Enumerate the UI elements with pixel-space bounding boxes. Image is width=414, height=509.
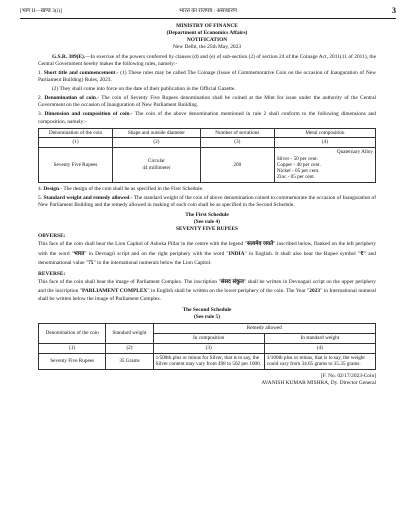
cell-denomination: Seventy Five Rupees [39,148,113,182]
header-denomination: Denomination of the coin [39,324,106,344]
table-number-row [39,138,376,148]
obverse-bharat: भारत [73,250,85,257]
reverse-text: " shall be written in Devnagari script on the upper periphery and the inscription " [38,278,376,294]
col-number: (2) [113,138,201,148]
rule-1 [38,70,376,84]
weight-remedy-table [38,323,376,370]
second-schedule-see-rule: (See rule 5) [193,313,221,320]
col-number: (1) [39,138,113,148]
reverse-text: " in English shall be written on the lower periphery of the coin. The Year " [147,287,310,294]
file-number: [F. No. 02/17/2023-Coin] [321,373,376,380]
department-name: (Department of Economics Affairs) [166,30,248,37]
table-header-row [39,128,376,138]
reverse-year: 2023 [309,287,321,294]
col-number: (2) [106,343,153,353]
rule-number: 1. [38,69,43,76]
header-in-standard-weight: In standard weight [264,333,375,343]
obverse-description [38,240,376,268]
obverse-text: " and denominational value " [38,250,376,267]
cell-composition-remedy: 1/500th plus or minus for Silver, that is to say, the Silver content may vary from 498 to 502 per 1000. [153,353,264,370]
col-number: (4) [264,343,375,353]
reverse-hindi: संसद संकुल [220,278,244,285]
rule-heading: Design [43,185,59,192]
reverse-description [38,278,376,304]
col-number: (3) [200,138,274,148]
table-row [39,353,376,370]
col-number: (4) [274,138,375,148]
table-header-row [39,324,376,334]
first-schedule-see-rule: (See rule 4) [193,219,221,226]
cell-composition [274,148,375,182]
place-date: New Delhi, the 25th May, 2023 [172,44,242,51]
gazette-header [20,6,396,18]
rule-1-sub-2: (2) They shall come into force on the date of their publication in the Official Gazette. [52,86,236,92]
gsr-number: G.S.R. 389(E). [52,53,86,60]
cell-denomination: Seventy Five Rupees [39,353,106,370]
rule-number: 5. [38,194,43,201]
cell-weight-remedy: 1/100th plus or minus, that is to say, the weight could vary from 34.65 grams to 35.35 grams. [264,353,375,370]
notification-body [38,23,376,388]
composition-nickel: Nickel - 05 per cent. [276,168,320,175]
col-number: (3) [153,343,264,353]
notification-title: NOTIFICATION [186,37,228,44]
rule-4 [38,186,376,193]
cell-diameter: 44 millimeter [142,164,171,171]
rule-heading: Dimension and composition of coin [44,111,130,118]
obverse-text: " inscribed below, flanked on the left periphery with the word " [38,241,376,257]
rule-text: .- The coin of Seventy Five Rupees denomination shall be coined at the Mint for issue under the authority of the Central Government on the occasion of Inauguration of New Parliament Building. [38,95,376,109]
obverse-text: " in Devnagri script and on the right periphery with the word " [84,250,229,257]
cell-shape-diameter [113,148,201,182]
obverse-value: 75 [88,260,94,267]
rule-text: .- The design of the coin shall be as specified in the First Schedule. [58,185,204,192]
cell-shape: Circular [147,158,165,165]
header-denomination: Denomination of the coin [39,128,113,138]
header-in-composition: In composition [153,333,264,343]
rule-heading: Standard weight and remedy allowed [43,194,130,201]
rule-3 [38,111,376,125]
dimension-composition-table [38,128,376,183]
signatory: AVANISH KUMAR MISHRA, Dy. Director General [261,380,376,387]
reverse-text: " in International numeral shall be written below the image of Parliament Complex. [38,287,377,303]
header-serrations: Number of serrations [200,128,274,138]
composition-zinc: Zinc - 05 per cent. [276,174,316,181]
rule-number: 2. [38,95,43,102]
reverse-heading: REVERSE: [38,270,66,277]
rule-heading: Denomination of coin [44,95,96,102]
table-number-row [39,343,376,353]
obverse-heading: OBVERSE: [38,233,66,240]
obverse-text: This face of the coin shall bear the Lion Capitol of Ashoka Pillar in the centre with the legend " [38,241,247,248]
rupee-symbol: ₹ [360,250,364,257]
composition-copper: Copper - 40 per cent. [276,161,321,168]
intro-paragraph [38,54,376,68]
rule-number: 3. [38,111,43,118]
second-schedule-title: The Second Schedule [182,306,232,313]
rule-text: .- The coin of the above denomination mentioned in rule 2 shall conform to the following dimensions and composition, namely:- [38,111,376,125]
header-shape: Shape and outside diameter [113,128,201,138]
reverse-text: This face of the coin shall bear the image of Parliament Complex. The inscription " [38,278,221,285]
rule-text: .- (1) These rules may be called The Coinage (Issue of Commemorative Coin on the occasion of Inauguration of New Parliament Building) Rules, 2023. [38,69,376,83]
intro-text: —In exercise of the powers conferred by clauses (d) and (e) of sub-section (2) of section 24 of the Coinage Act, 2011(11 of 2011), the Central Government hereby makes the following rules, namely:- [38,53,376,67]
first-schedule-title: The First Schedule [185,211,229,218]
rule-2 [38,95,376,109]
cell-serrations: 200 [200,148,274,182]
obverse-text: " in the international numerals below the Lion Capitol. [93,260,212,267]
obverse-india: INDIA [228,250,245,257]
page-number: 3 [392,6,396,15]
composition-silver: Silver - 50 per cent. [276,155,318,162]
ministry-name: MINISTRY OF FINANCE [176,23,238,29]
part-section-label: [भाग II—खण्ड 3(i)] [20,8,62,14]
composition-alloy: Quaternary Alloy [336,149,373,156]
rule-number: 4. [38,185,43,192]
header-standard-weight: Standard weight [106,324,153,344]
rule-5 [38,195,376,209]
gazette-name: भारत का राजपत्र : असाधारण [179,8,237,14]
rule-text: .- The standard weight of the coin of above denomination coined to commemorate the occasion of Inauguration of New Parliament Building and the remedy allowed in making of such coin shall be as specified in the Second Schedule. [38,194,376,208]
obverse-legend: सत्यमेव जयते [246,241,274,248]
table-row [39,148,376,182]
rule-heading: Short title and commencement [43,69,116,76]
cell-weight: 35 Grams [106,353,153,370]
header-composition: Metal composition [274,128,375,138]
first-schedule-coin-name: SEVENTY FIVE RUPEES [175,226,239,233]
header-rule [20,18,396,19]
col-number: (1) [39,343,106,353]
header-remedy: Remedy allowed [153,324,375,334]
reverse-english: PARLIAMENT COMPLEX [81,287,148,294]
obverse-text: " in English. It shall also bear the Rupee symbol " [244,250,361,257]
